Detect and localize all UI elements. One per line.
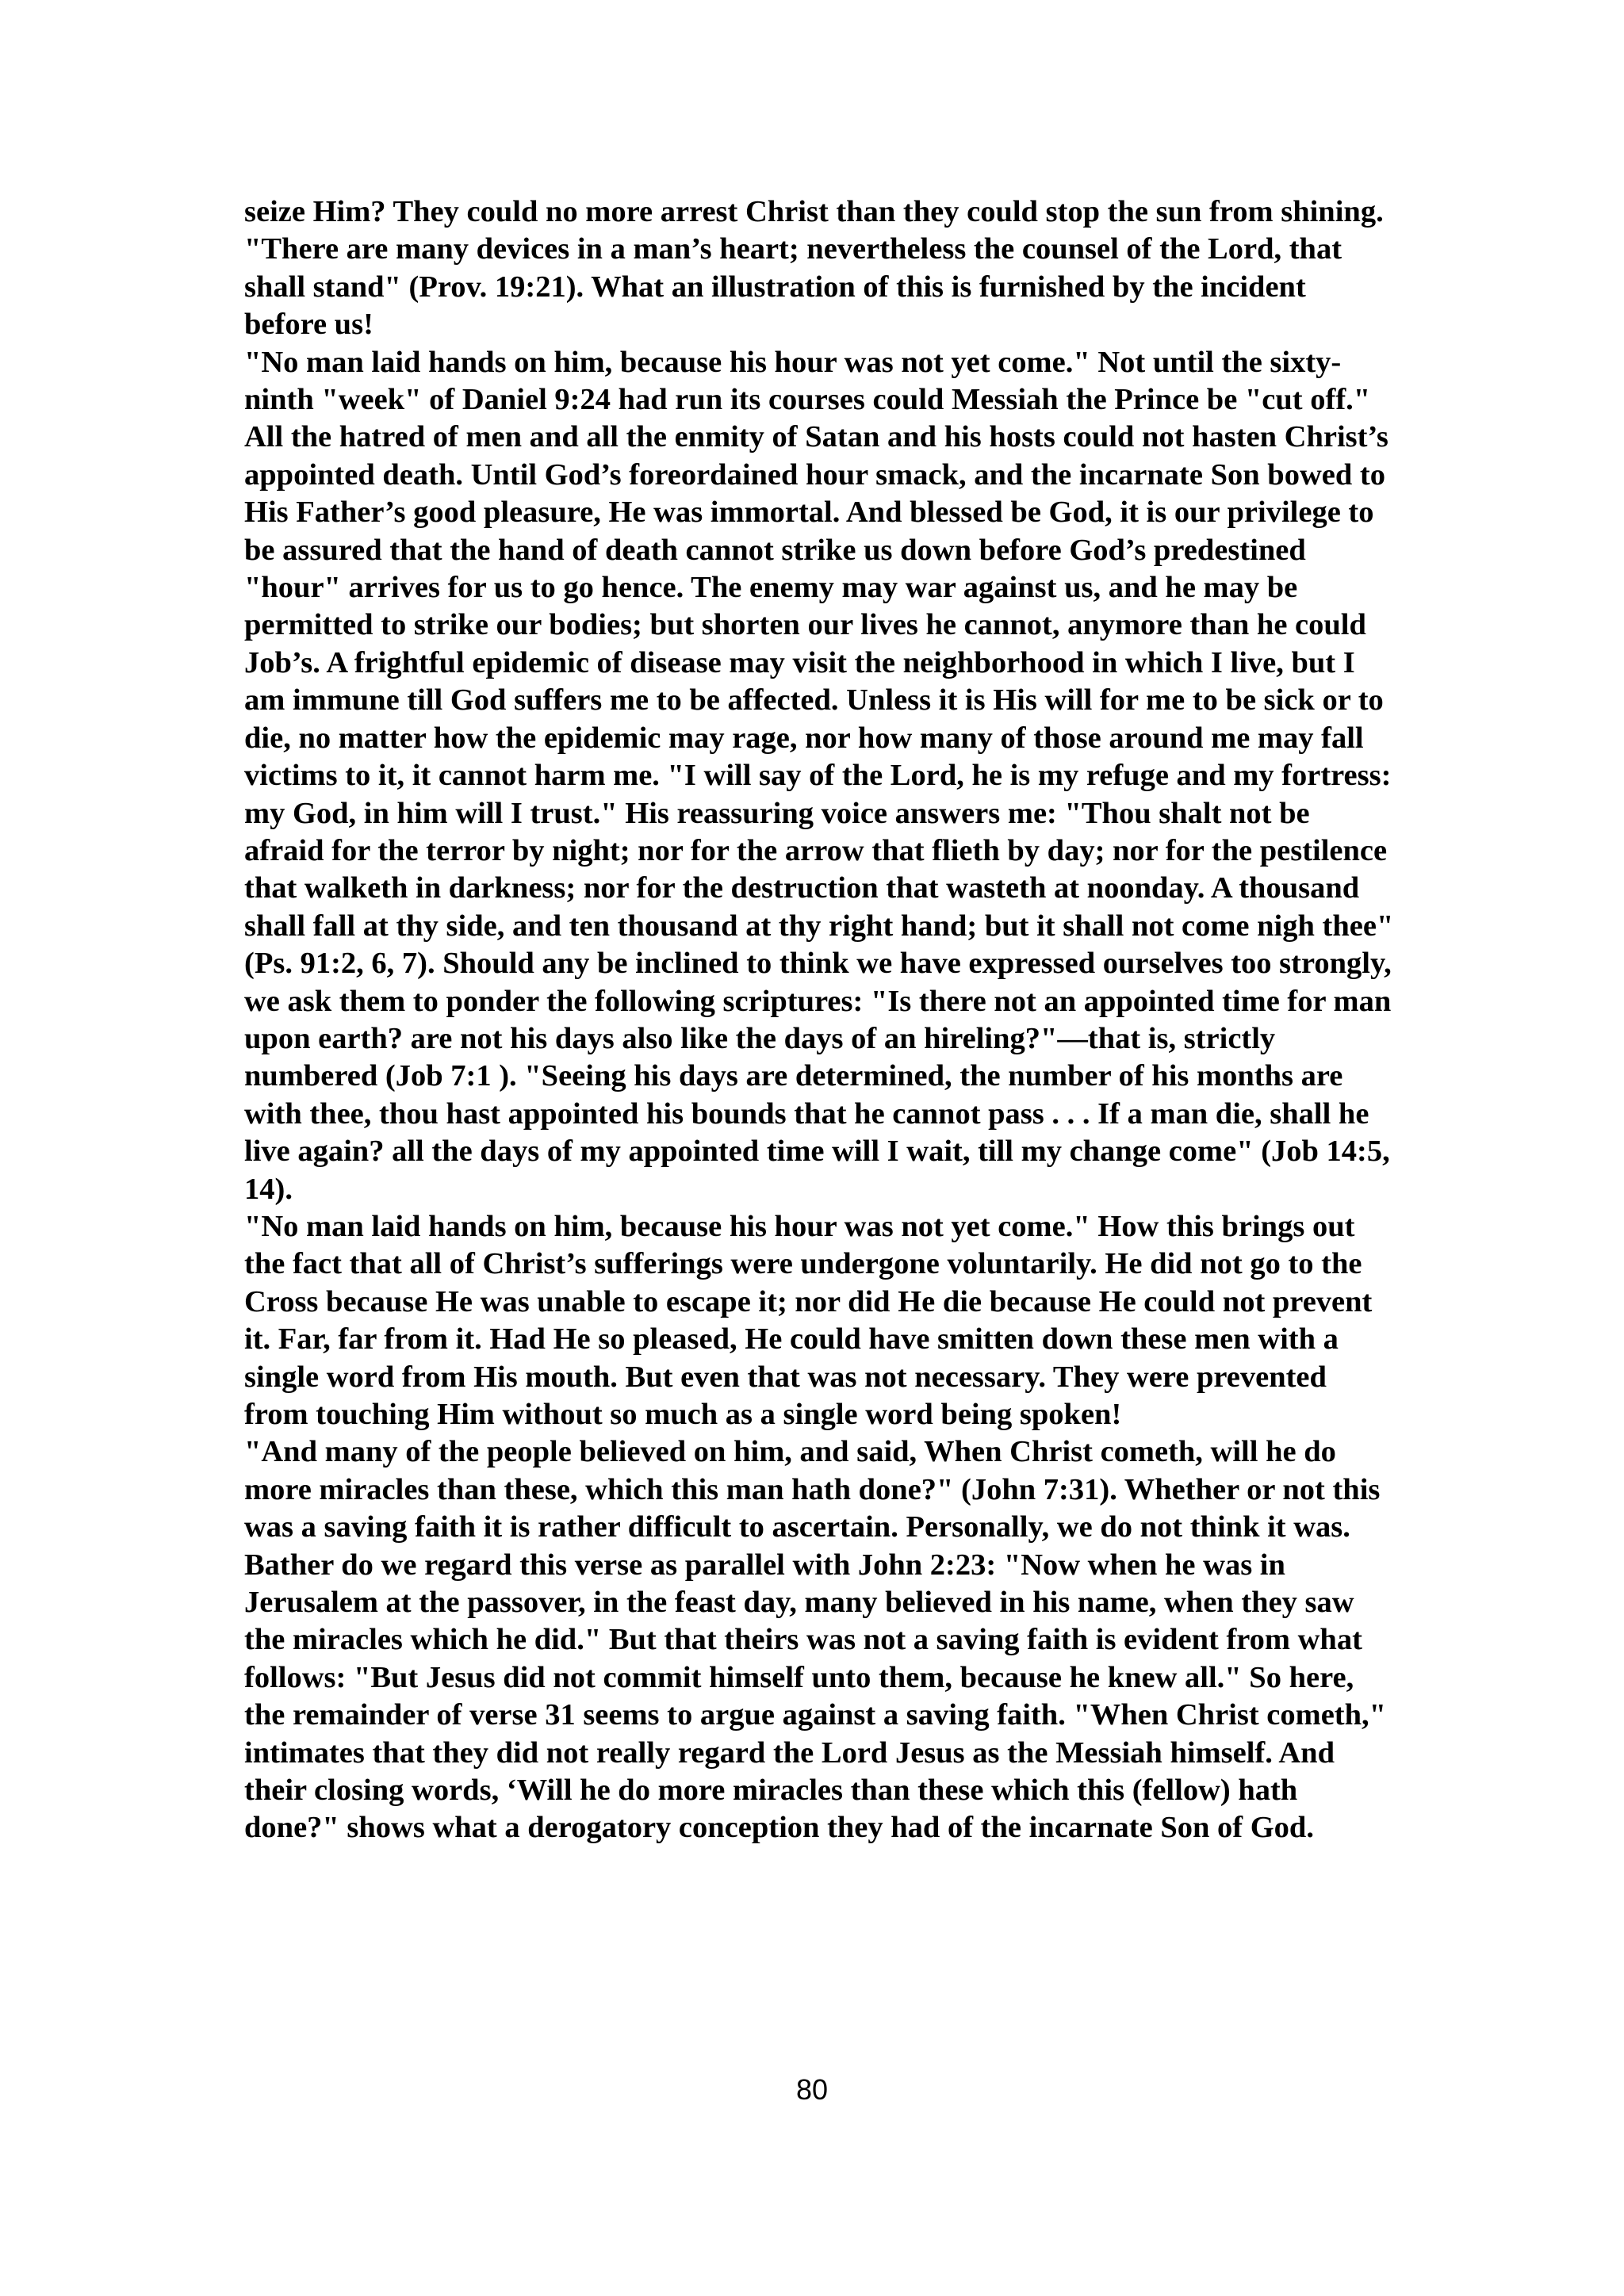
page-number: 80 bbox=[795, 2073, 829, 2106]
body-text bbox=[244, 193, 1394, 1847]
paragraph-2: "No man laid hands on him, because his hour was not yet come." Not until the sixty-ninth "week" of Daniel 9:24 had run its courses could Messiah the Prince be "cut off." All the hatred of men and all the enmity of Satan and his hosts could not hasten Christ’s appointed death. Until God’s foreordained hour smack, and the incarnate Son bowed to His Father’s good pleasure, He was immortal. And blessed be God, it is our privilege to be assured that the hand of death cannot strike us down before God’s predestined "hour" arrives for us to go hence. The enemy may war against us, and he may be permitted to strike our bodies; but shorten our lives he cannot, anymore than he could Job’s. A frightful epidemic of disease may visit the neighborhood in which I live, but I am immune till God suffers me to be affected. Unless it is His will for me to be sick or to die, no matter how the epidemic may rage, nor how many of those around me may fall victims to it, it cannot harm me. "I will say of the Lord, he is my refuge and my fortress: my God, in him will I trust." His reassuring voice answers me: "Thou shalt not be afraid for the terror by night; nor for the arrow that flieth by day; nor for the pestilence that walketh in darkness; nor for the destruction that wasteth at noonday. A thousand shall fall at thy side, and ten thousand at thy right hand; but it shall not come nigh thee" (Ps. 91:2, 6, 7). Should any be inclined to think we have expressed ourselves too strongly, we ask them to ponder the following scriptures: "Is there not an appointed time for man upon earth? are not his days also like the days of an hireling?"—that is, strictly numbered (Job 7:1 ). "Seeing his days are determined, the number of his months are with thee, thou hast appointed his bounds that he cannot pass . . . If a man die, shall he live again? all the days of my appointed time will I wait, till my change come" (Job 14:5, 14). bbox=[244, 345, 1394, 1206]
paragraph-1: seize Him? They could no more arrest Christ than they could stop the sun from shining. "There are many devices in a man’s heart; nevertheless the counsel of the Lord, that shall stand" (Prov. 19:21). What an illustration of this is furnished by the incident before us! bbox=[244, 195, 1384, 342]
paragraph-3: "No man laid hands on him, because his hour was not yet come." How this brings out the fact that all of Christ’s sufferings were undergone voluntarily. He did not go to the Cross because He was unable to escape it; nor did He die because He could not prevent it. Far, far from it. Had He so pleased, He could have smitten down these men with a single word from His mouth. But even that was not necessary. They were prevented from touching Him without so much as a single word being spoken! bbox=[244, 1209, 1373, 1431]
paragraph-4: "And many of the people believed on him, and said, When Christ cometh, will he do more miracles than these, which this man hath done?" (John 7:31). Whether or not this was a saving faith it is rather difficult to ascertain. Personally, we do not think it was. Bather do we regard this verse as parallel with John 2:23: "Now when he was in Jerusalem at the passover, in the feast day, many believed in his name, when they saw the miracles which he did." But that theirs was not a saving faith is evident from what follows: "But Jesus did not commit himself unto them, because he knew all." So here, the remainder of verse 31 seems to argue against a saving faith. "When Christ cometh," intimates that they did not really regard the Lord Jesus as the Messiah himself. And their closing words, ‘Will he do more miracles than these which this (fellow) hath done?" shows what a derogatory conception they had of the incarnate Son of God. bbox=[244, 1435, 1387, 1845]
